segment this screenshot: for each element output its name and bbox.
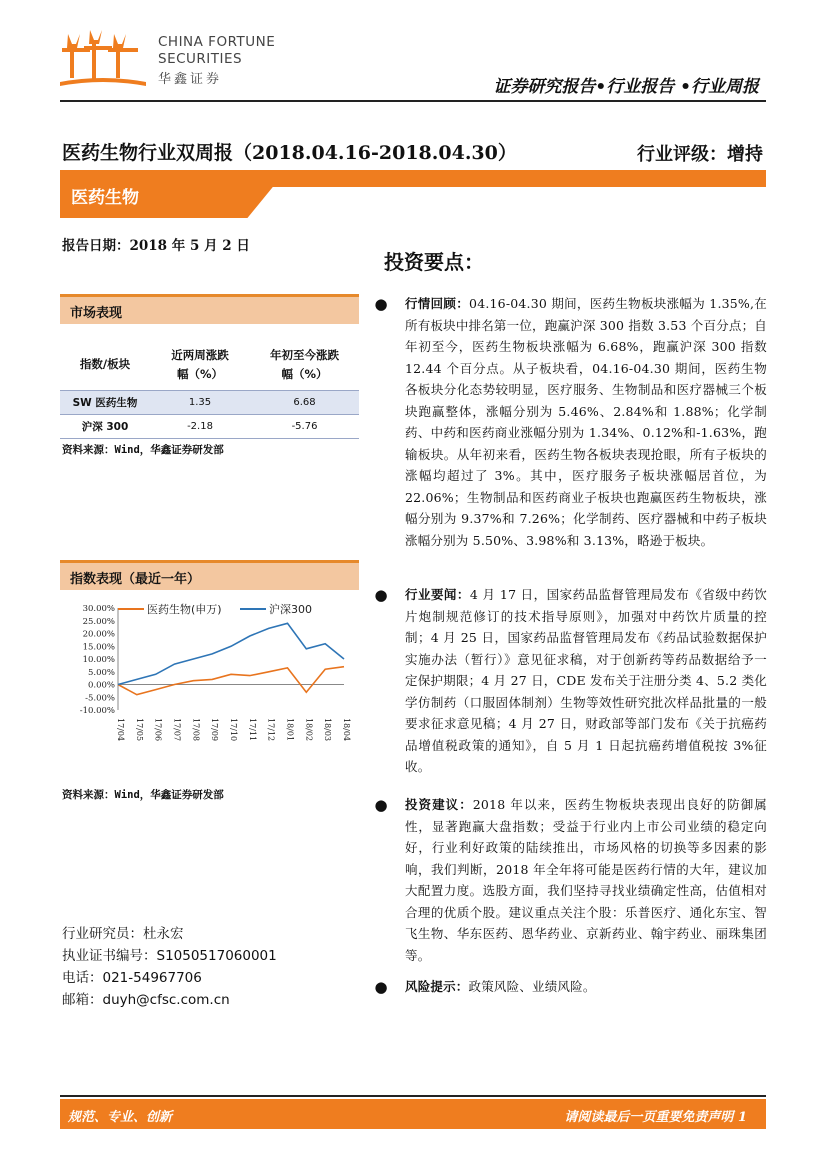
x-tick-label: 17/05 — [134, 718, 144, 742]
logo-text-cn: 华鑫证券 — [158, 72, 223, 87]
series-line-csi300 — [118, 623, 344, 684]
col-two-week-header — [150, 340, 250, 390]
legend-label: 医药生物(申万) — [147, 603, 222, 616]
col-two-week-line1: 近两周涨跌 — [171, 347, 229, 362]
x-tick-label: 18/04 — [342, 718, 351, 742]
index-heading-text: 指数表现（最近一年） — [70, 572, 201, 587]
key-point-label: 行情回顾： — [405, 296, 470, 311]
y-tick-label: -10.00% — [79, 706, 115, 716]
x-tick-label: 17/06 — [153, 718, 163, 742]
y-tick-label: -5.00% — [85, 693, 115, 704]
series-line-pharma — [118, 667, 344, 695]
x-tick-label: 17/08 — [191, 718, 201, 742]
key-point-risk — [405, 976, 767, 998]
y-tick-label: 5.00% — [87, 667, 115, 678]
row-two-week: 1.35 — [150, 390, 250, 414]
row-ytd: 6.68 — [250, 390, 359, 414]
report-title: 医药生物行业双周报（2018.04.16-2018.04.30） — [62, 142, 517, 164]
x-tick-label: 17/10 — [229, 718, 238, 742]
table-row — [60, 390, 359, 414]
x-tick-label: 17/04 — [116, 718, 125, 742]
analyst-email: 邮箱：duyh@cfsc.com.cn — [62, 992, 230, 1008]
x-tick-label: 17/09 — [210, 718, 220, 742]
logo-figures-icon — [60, 28, 146, 92]
industry-rating: 行业评级：增持 — [637, 144, 763, 165]
row-name: 沪深 300 — [60, 414, 150, 438]
x-tick-label: 18/03 — [323, 718, 333, 742]
x-tick-label: 18/02 — [304, 718, 314, 742]
col-ytd-line1: 年初至今涨跌 — [270, 347, 339, 362]
y-tick-label: 10.00% — [82, 655, 115, 665]
key-point-review — [405, 293, 767, 551]
index-line-chart — [62, 598, 352, 778]
col-two-week-line2: 幅（%） — [176, 366, 224, 381]
bullet-icon: ● — [374, 978, 388, 996]
y-tick-label: 25.00% — [82, 616, 115, 627]
report-type: 证券研究报告•行业报告 •行业周报 — [493, 77, 759, 97]
key-point-news — [405, 584, 767, 778]
sector-label: 医药生物 — [71, 188, 139, 208]
analyst-phone: 电话：021-54967706 — [62, 970, 202, 986]
row-name: SW 医药生物 — [60, 390, 150, 414]
y-tick-label: 20.00% — [82, 629, 115, 640]
company-logo — [60, 28, 300, 94]
bullet-icon: ● — [374, 295, 388, 313]
footer-divider — [60, 1095, 766, 1097]
analyst-cert: 执业证书编号：S1050517060001 — [62, 948, 277, 964]
chart-source: 资料来源：Wind，华鑫证券研发部 — [62, 789, 224, 801]
x-tick-label: 17/07 — [172, 718, 182, 742]
key-point-label: 风险提示： — [405, 979, 469, 994]
col-ytd-header — [250, 340, 359, 390]
x-tick-label: 17/12 — [266, 718, 276, 742]
table-header-row — [60, 340, 359, 390]
key-points-title: 投资要点： — [384, 250, 484, 274]
x-tick-label: 17/11 — [247, 718, 257, 742]
header-divider — [60, 100, 766, 102]
key-point-text: 2018 年以来，医药生物板块表现出良好的防御属性，显著跑赢大盘指数；受益于行业内上市公司业绩的稳定向好，行业利好政策的陆续推出，市场风格的切换等多因素的影响，我们判断，2018 年全年将可能是医药行情的大年，建议加大配置力度。选股方面，我们坚持寻找业绩确定性高，估值相对合理的优质个股。建议重点关注个股：乐普医疗、通化东宝、智飞生物、华东医药、恩华药业、京新药业、翰宇药业、丽珠集团等。 — [405, 797, 767, 963]
logo-text-en-2: SECURITIES — [158, 51, 243, 67]
row-two-week: -2.18 — [150, 414, 250, 438]
index-heading — [60, 560, 359, 590]
y-tick-label: 30.00% — [82, 604, 115, 614]
y-tick-label: 15.00% — [82, 642, 115, 653]
key-point-text: 政策风险、业绩风险。 — [468, 979, 596, 994]
key-point-text: 04.16-04.30 期间，医药生物板块涨幅为 1.35%,在所有板块中排名第一位，跑赢沪深 300 指数 3.53 个百分点；自年初至今，医药生物板块涨幅为 6.68%，跑赢沪深 300 指数 12.44 个百分点。从子板块看，04.16-04.30 期间，医药生物各板块分化态势较明显，医疗服务、生物制品和医疗器械三个板块跑赢整体，涨幅分别为 5.46%、2.84%和 1.88%；化学制药、中药和医药商业涨幅分别为 1.34%、0.12%和-1.63%，跑输板块。从年初来看，医药生物各板块表现抢眼，所有子板块的涨幅均超过了 3%。其中，医疗服务子板块涨幅居首位，为 22.06%；生物制品和医药商业子板块也跑赢医药生物板块，涨幅分别为 9.37%和 7.26%；化学制药、医疗器械和中药子板块涨幅分别为 5.50%、3.98%和 3.13%，略逊于板块。 — [405, 296, 767, 548]
y-tick-label: 0.00% — [87, 680, 115, 691]
col-name-header: 指数/板块 — [60, 340, 150, 390]
row-ytd: -5.76 — [250, 414, 359, 438]
table-row — [60, 414, 359, 438]
market-heading-text: 市场表现 — [70, 306, 123, 321]
market-table — [60, 340, 359, 439]
x-tick-label: 18/01 — [285, 718, 295, 742]
report-date: 报告日期：2018 年 5 月 2 日 — [62, 238, 250, 254]
footer-slogan: 规范、专业、创新 — [68, 1110, 173, 1125]
logo-text-en-1: CHINA FORTUNE — [158, 34, 276, 50]
legend-label: 沪深300 — [269, 603, 312, 616]
market-heading — [60, 294, 359, 324]
analyst-name: 行业研究员：杜永宏 — [62, 926, 184, 942]
bullet-icon: ● — [374, 586, 388, 604]
col-ytd-line2: 幅（%） — [281, 366, 328, 381]
footer-disclaimer: 请阅读最后一页重要免责声明 1 — [564, 1110, 747, 1125]
key-point-text: 4 月 17 日，国家药品监督管理局发布《省级中药饮片炮制规范修订的技术指导原则》，加强对中药饮片质量的控制；4 月 25 日，国家药品监督管理局发布《药品试验数据保护实施办法（暂行）》意见征求稿，对于创新药等药品数据给予一定保护期限；4 月 27 日，CDE 发布关于注册分类 4、5.2 类化学仿制药（口服固体制剂）生物等效性研究批次样品批量的一般要求征求意见稿；4 月 27 日，财政部等部门发布《关于抗癌药品增值税政策的通知》，自 5 月 1 日起抗癌药增值税按 3%征收。 — [405, 587, 767, 774]
market-source: 资料来源：Wind，华鑫证券研发部 — [62, 444, 224, 456]
key-point-label: 行业要闻： — [405, 587, 470, 602]
key-point-label: 投资建议： — [405, 797, 473, 812]
bullet-icon: ● — [374, 796, 388, 814]
key-point-advice — [405, 794, 767, 966]
